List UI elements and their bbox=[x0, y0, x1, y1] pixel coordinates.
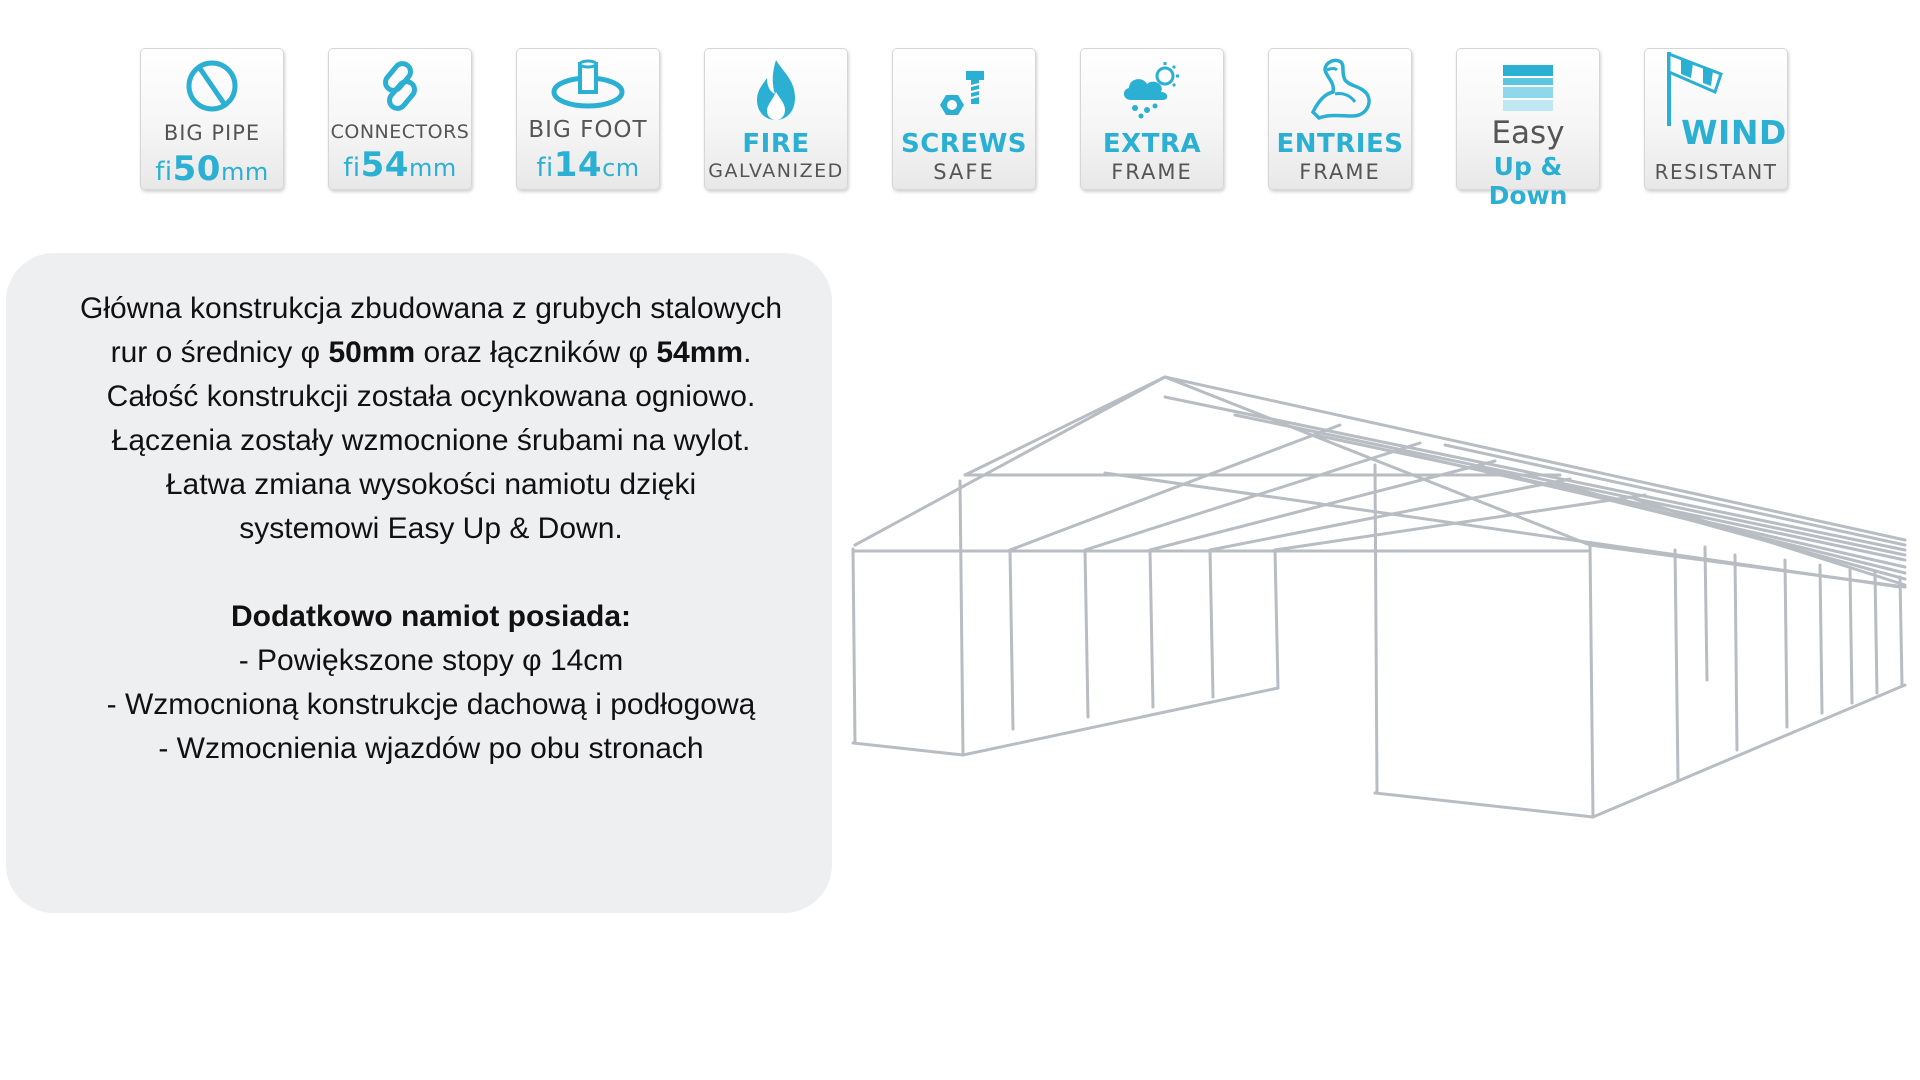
easy-sub: Up & Down bbox=[1488, 152, 1568, 210]
big-pipe-label: BIG PIPE bbox=[163, 121, 261, 145]
desc-line-2: rur o średnicy φ 50mm oraz łączników φ 54mm. bbox=[110, 336, 752, 369]
extras-heading: Dodatkowo namiot posiada: bbox=[230, 600, 632, 633]
extras-item-3: - Wzmocnienia wjazdów po obu stronach bbox=[158, 732, 704, 765]
wind-badge bbox=[1644, 48, 1788, 190]
feature-badges bbox=[140, 48, 1790, 210]
big-pipe-value: fi50mm bbox=[155, 149, 269, 189]
desc-line-3: Całość konstrukcji została ocynkowana ogniowo. bbox=[106, 380, 756, 413]
height-layers-icon bbox=[1457, 57, 1599, 119]
desc-line-6: systemowi Easy Up & Down. bbox=[239, 512, 623, 545]
flame-icon bbox=[705, 59, 847, 121]
desc-line-5: Łatwa zmiana wysokości namiotu dzięki bbox=[165, 468, 697, 501]
easy-label: Easy bbox=[1491, 115, 1565, 151]
screws-label: SCREWS bbox=[901, 129, 1027, 159]
connectors-badge bbox=[328, 48, 472, 190]
connectors-label: CONNECTORS bbox=[330, 121, 470, 143]
wind-label: WIND bbox=[1681, 113, 1787, 152]
windsock-icon bbox=[1605, 57, 1787, 119]
easy-badge bbox=[1456, 48, 1600, 210]
fire-sub: GALVANIZED bbox=[708, 160, 844, 182]
tent-frame-illustration bbox=[845, 355, 1920, 835]
entries-sub: FRAME bbox=[1299, 160, 1381, 184]
big-foot-value: fi14cm bbox=[536, 145, 640, 185]
entries-label: ENTRIES bbox=[1276, 129, 1404, 159]
weather-cloud-icon bbox=[1081, 59, 1223, 121]
screws-badge bbox=[892, 48, 1036, 190]
pipe-icon bbox=[141, 55, 283, 117]
extra-sub: FRAME bbox=[1111, 160, 1193, 184]
bolt-nut-icon bbox=[893, 61, 1035, 123]
extra-label: EXTRA bbox=[1102, 129, 1202, 159]
big-foot-badge bbox=[516, 48, 660, 190]
foot-plate-icon bbox=[517, 55, 659, 117]
big-pipe-badge bbox=[140, 48, 284, 190]
screws-sub: SAFE bbox=[933, 160, 995, 184]
desc-line-1: Główna konstrukcja zbudowana z grubych stalowych bbox=[79, 292, 783, 325]
entries-badge bbox=[1268, 48, 1412, 190]
chain-link-icon bbox=[329, 55, 471, 117]
big-foot-label: BIG FOOT bbox=[528, 117, 648, 143]
wind-sub: RESISTANT bbox=[1654, 160, 1778, 184]
desc-line-4: Łączenia zostały wzmocnione śrubami na wylot. bbox=[111, 424, 751, 457]
description-text bbox=[6, 287, 856, 771]
fire-label: FIRE bbox=[742, 129, 810, 159]
extras-item-2: - Wzmocnioną konstrukcje dachową i podłogową bbox=[106, 688, 756, 721]
extras-item-1: - Powiększone stopy φ 14cm bbox=[238, 644, 624, 677]
fire-badge bbox=[704, 48, 848, 190]
connectors-value: fi54mm bbox=[343, 145, 457, 185]
muscle-arm-icon bbox=[1269, 57, 1411, 119]
extra-badge bbox=[1080, 48, 1224, 190]
